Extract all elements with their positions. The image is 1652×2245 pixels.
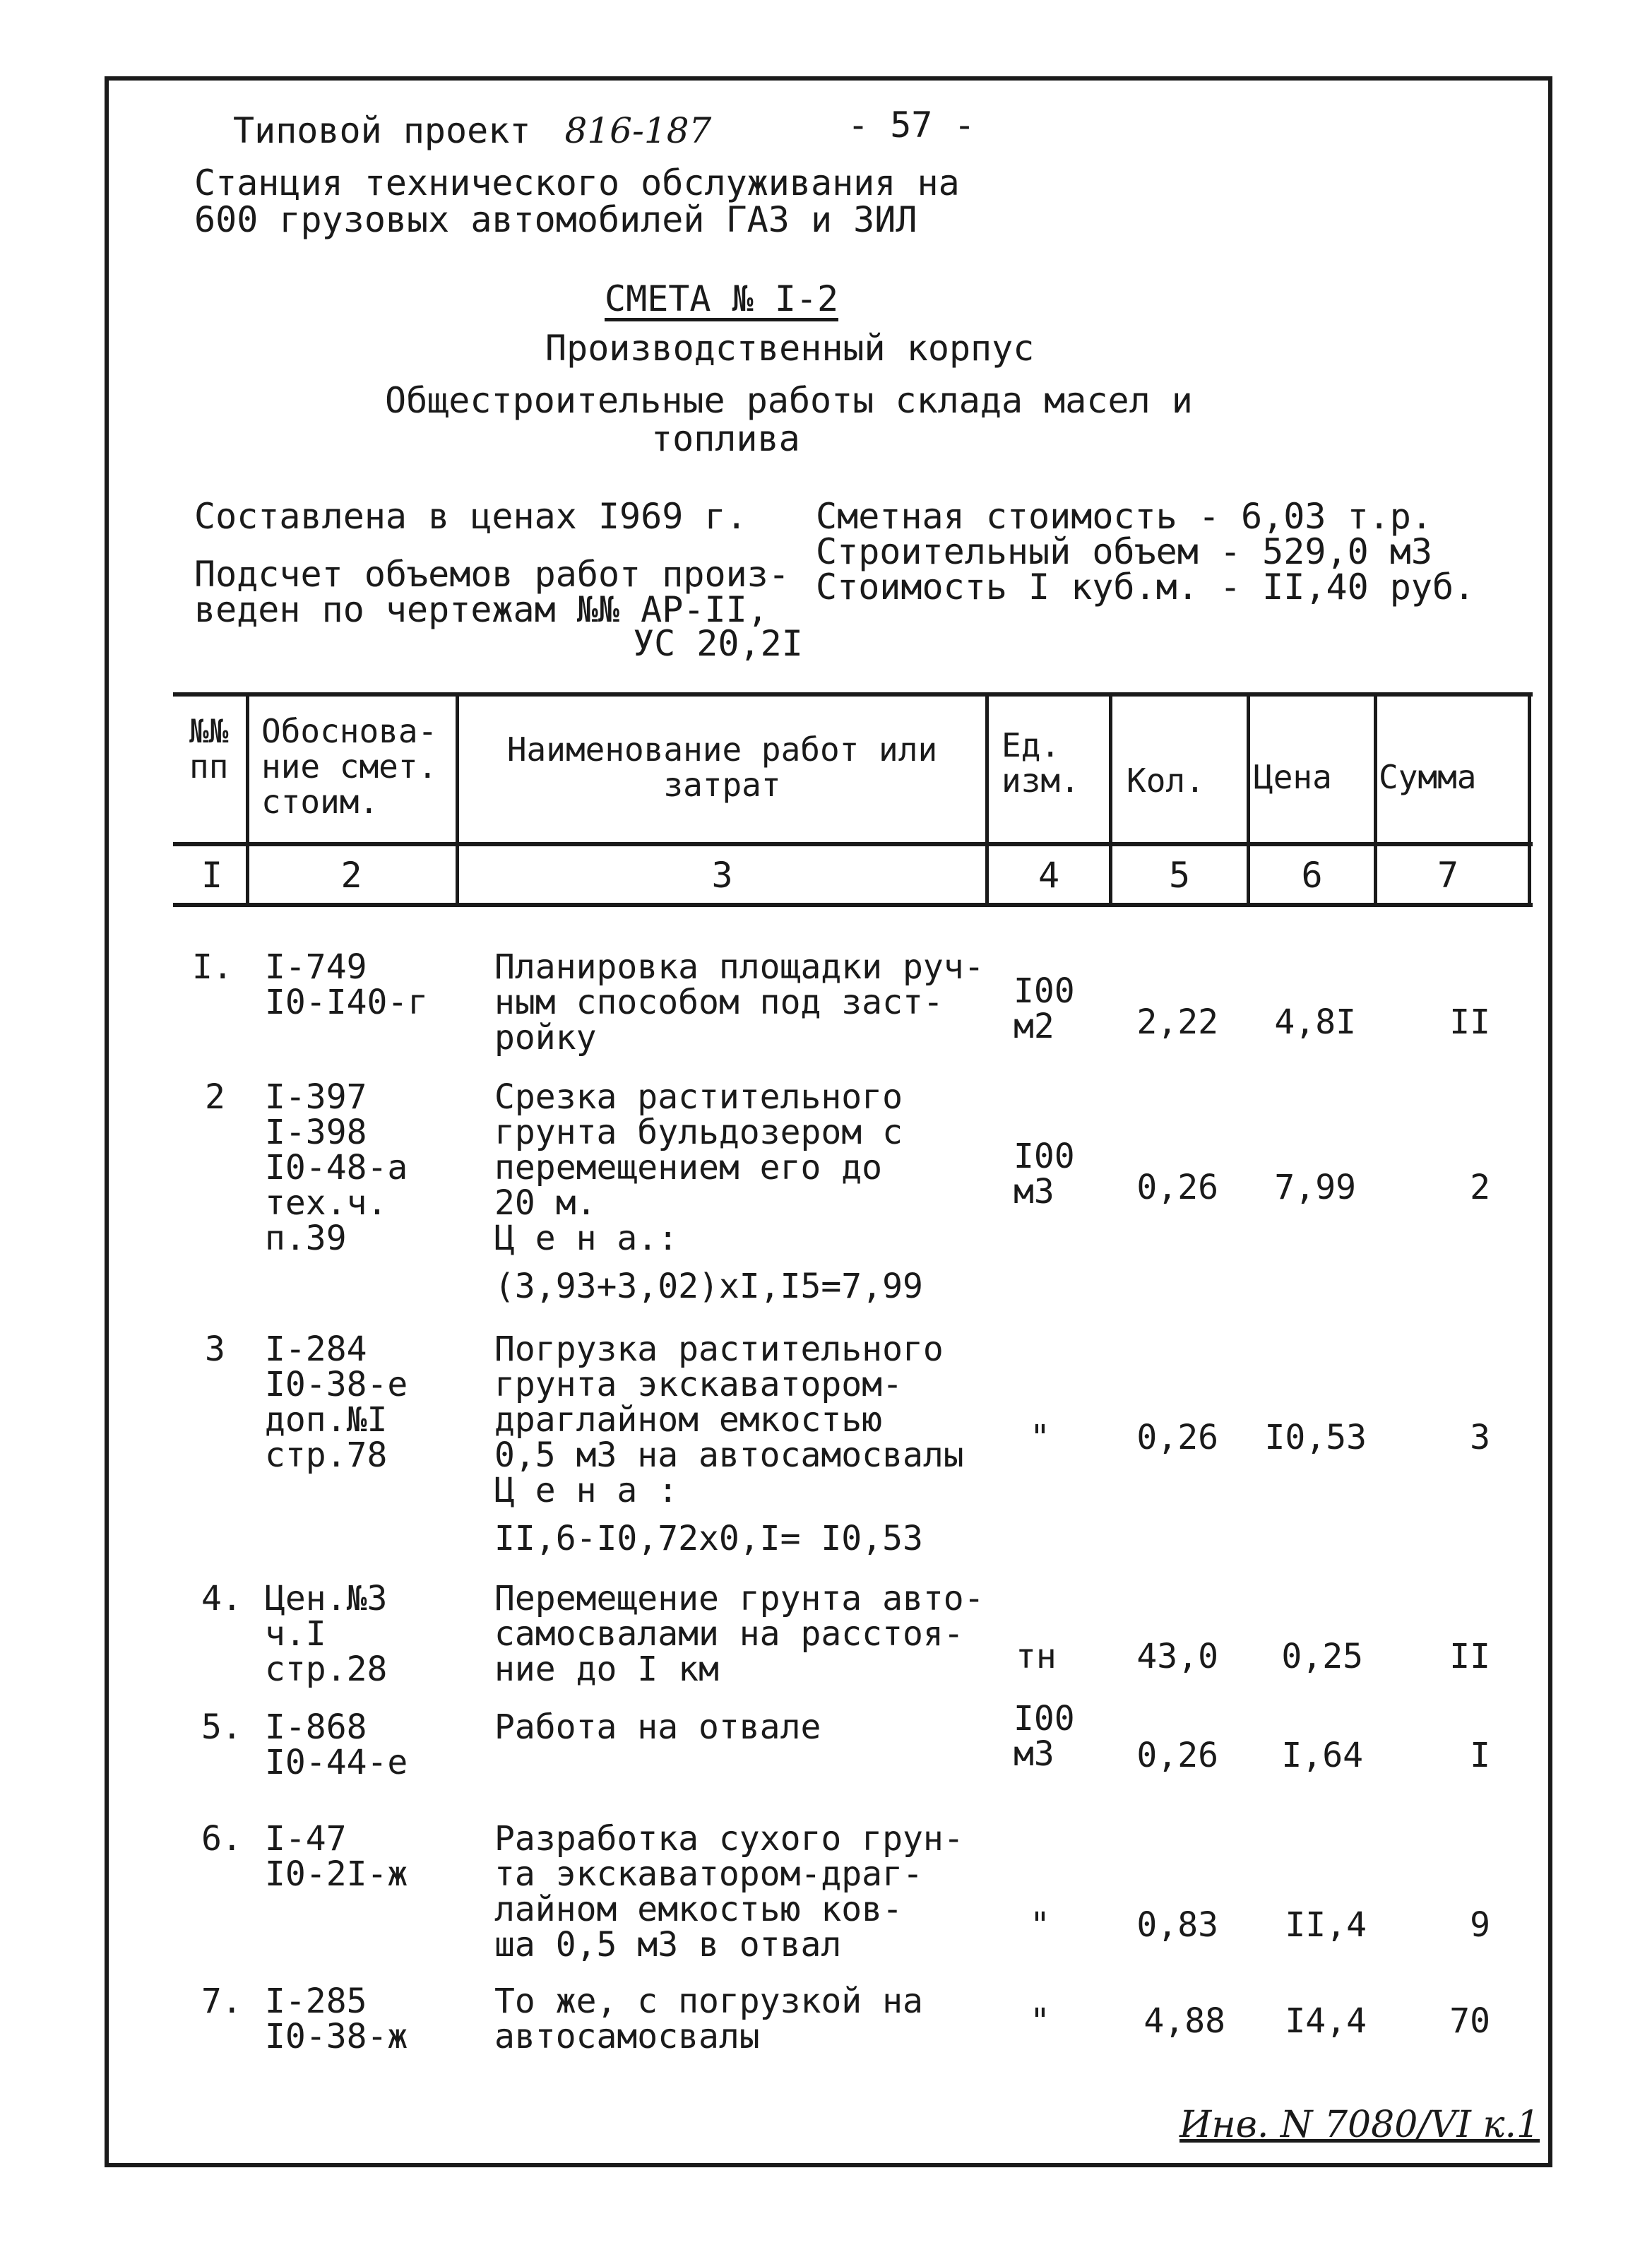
row-1-qty: 2,22 bbox=[1136, 1002, 1218, 1042]
row-3-name: Погрузка растительного грунта экскаватором- драглайном емкостью 0,5 м3 на автосамосвалы Ц е н а : II,6-I0,72х0,I= I0,53 bbox=[494, 1329, 964, 1558]
row-7-price: I4,4 bbox=[1285, 2001, 1367, 2041]
row-6-price: II,4 bbox=[1285, 1905, 1367, 1945]
row-5-name: Работа на отвале bbox=[494, 1707, 821, 1747]
colnum-4: 4 bbox=[1038, 855, 1060, 896]
colnum-6: 6 bbox=[1301, 855, 1323, 896]
unit-cost: Стоимость I куб.м. - II,40 руб. bbox=[816, 567, 1475, 608]
row-3-num: 3 bbox=[205, 1329, 225, 1369]
row-4-basis: Цен.№3 ч.I стр.28 bbox=[265, 1579, 388, 1689]
row-2-qty: 0,26 bbox=[1136, 1168, 1218, 1207]
page-number: - 57 - bbox=[848, 105, 975, 146]
row-4-qty: 43,0 bbox=[1136, 1637, 1218, 1676]
colnum-3: 3 bbox=[711, 855, 733, 896]
row-1-sum: II bbox=[1449, 1002, 1490, 1042]
row-5-sum: I bbox=[1470, 1736, 1490, 1775]
header-divider bbox=[173, 842, 1533, 846]
row-2-unit: I00 м3 bbox=[1014, 1137, 1075, 1212]
building-volume: Строительный объем - 529,0 м3 bbox=[816, 531, 1432, 572]
row-3-unit: " bbox=[1030, 1418, 1050, 1457]
row-6-qty: 0,83 bbox=[1136, 1905, 1218, 1945]
header-sum: Сумма bbox=[1379, 758, 1477, 796]
row-1-name: Планировка площадки руч- ным способом под заст- ройку bbox=[494, 947, 985, 1058]
row-7-qty: 4,88 bbox=[1143, 2001, 1225, 2041]
row-2-price: 7,99 bbox=[1274, 1168, 1356, 1207]
row-3-basis: I-284 I0-38-е доп.№I стр.78 bbox=[265, 1329, 408, 1475]
row-2-basis: I-397 I-398 I0-48-а тех.ч. п.39 bbox=[265, 1077, 408, 1258]
row-5-unit: I00 м3 bbox=[1014, 1699, 1075, 1774]
colnum-2: 2 bbox=[340, 855, 362, 896]
header-price: Цена bbox=[1254, 758, 1332, 796]
row-3-sum: 3 bbox=[1470, 1418, 1490, 1457]
count-line-2: веден по чертежам №№ АР-II, bbox=[194, 589, 768, 630]
row-5-basis: I-868 I0-44-е bbox=[265, 1707, 408, 1782]
row-5-price: I,64 bbox=[1281, 1736, 1363, 1775]
estimate-title: СМЕТА № I-2 bbox=[605, 280, 838, 321]
row-5-qty: 0,26 bbox=[1136, 1736, 1218, 1775]
count-line-3: УС 20,2I bbox=[633, 623, 803, 664]
row-4-sum: II bbox=[1449, 1637, 1490, 1676]
row-3-qty: 0,26 bbox=[1136, 1418, 1218, 1457]
row-5-num: 5. bbox=[201, 1707, 242, 1747]
row-7-num: 7. bbox=[201, 1982, 242, 2021]
row-1-num: I. bbox=[192, 947, 233, 987]
row-2-num: 2 bbox=[205, 1077, 225, 1117]
project-number: 816-187 bbox=[564, 110, 712, 151]
colnum-divider bbox=[173, 903, 1533, 907]
colnum-5: 5 bbox=[1168, 855, 1191, 896]
header-unit: Ед. изм. bbox=[1002, 726, 1080, 800]
row-6-basis: I-47 I0-2I-ж bbox=[265, 1819, 408, 1894]
row-7-name: То же, с погрузкой на автосамосвалы bbox=[494, 1982, 923, 2056]
row-2-name: Срезка растительного грунта бульдозером с перемещением его до 20 м. Ц е н а.: (3,93+3,02)хI,I5=7,99 bbox=[494, 1077, 923, 1306]
header-basis: Обоснова- ние смет. стоим. bbox=[261, 712, 438, 821]
station-line-2: 600 грузовых автомобилей ГАЗ и ЗИЛ bbox=[194, 199, 917, 240]
works-line-2: топлива bbox=[651, 418, 800, 459]
row-2-sum: 2 bbox=[1470, 1168, 1490, 1207]
row-3-price: I0,53 bbox=[1264, 1418, 1367, 1457]
header-qty: Кол. bbox=[1127, 762, 1205, 800]
table-top-border bbox=[173, 692, 1533, 697]
project-label: Типовой проект 816-187 bbox=[233, 110, 712, 151]
count-line-1: Подсчет объемов работ произ- bbox=[194, 554, 790, 595]
estimated-cost: Сметная стоимость - 6,03 т.р. bbox=[816, 496, 1432, 537]
row-7-unit: " bbox=[1030, 2001, 1050, 2041]
row-1-unit: I00 м2 bbox=[1014, 971, 1075, 1046]
col-line-7 bbox=[1528, 692, 1531, 907]
inventory-number: Инв. N 7080/VI к.1 bbox=[1179, 2104, 1540, 2146]
row-4-price: 0,25 bbox=[1281, 1637, 1363, 1676]
row-7-basis: I-285 I0-38-ж bbox=[265, 1982, 408, 2056]
prices-year: Составлена в ценах I969 г. bbox=[194, 496, 747, 537]
header-num: №№ пп bbox=[189, 712, 229, 786]
row-7-sum: 70 bbox=[1449, 2001, 1490, 2041]
row-6-name: Разработка сухого грун- та экскаватором-драг- лайном емкостью ков- ша 0,5 м3 в отвал bbox=[494, 1819, 964, 1965]
station-line-1: Станция технического обслуживания на bbox=[194, 162, 960, 203]
header-name: Наименование работ или затрат bbox=[506, 730, 938, 804]
row-4-name: Перемещение грунта авто- самосвалами на расстоя- ние до I км bbox=[494, 1579, 985, 1689]
row-6-unit: " bbox=[1030, 1905, 1050, 1945]
row-6-num: 6. bbox=[201, 1819, 242, 1859]
estimate-subtitle: Производственный корпус bbox=[545, 328, 1035, 369]
row-1-basis: I-749 I0-I40-г bbox=[265, 947, 429, 1022]
colnum-7: 7 bbox=[1437, 855, 1459, 896]
row-1-price: 4,8I bbox=[1274, 1002, 1356, 1042]
works-line-1: Общестроительные работы склада масел и bbox=[385, 380, 1193, 421]
colnum-1: I bbox=[201, 855, 223, 896]
row-4-unit: тн bbox=[1016, 1637, 1057, 1676]
row-6-sum: 9 bbox=[1470, 1905, 1490, 1945]
row-4-num: 4. bbox=[201, 1579, 242, 1618]
